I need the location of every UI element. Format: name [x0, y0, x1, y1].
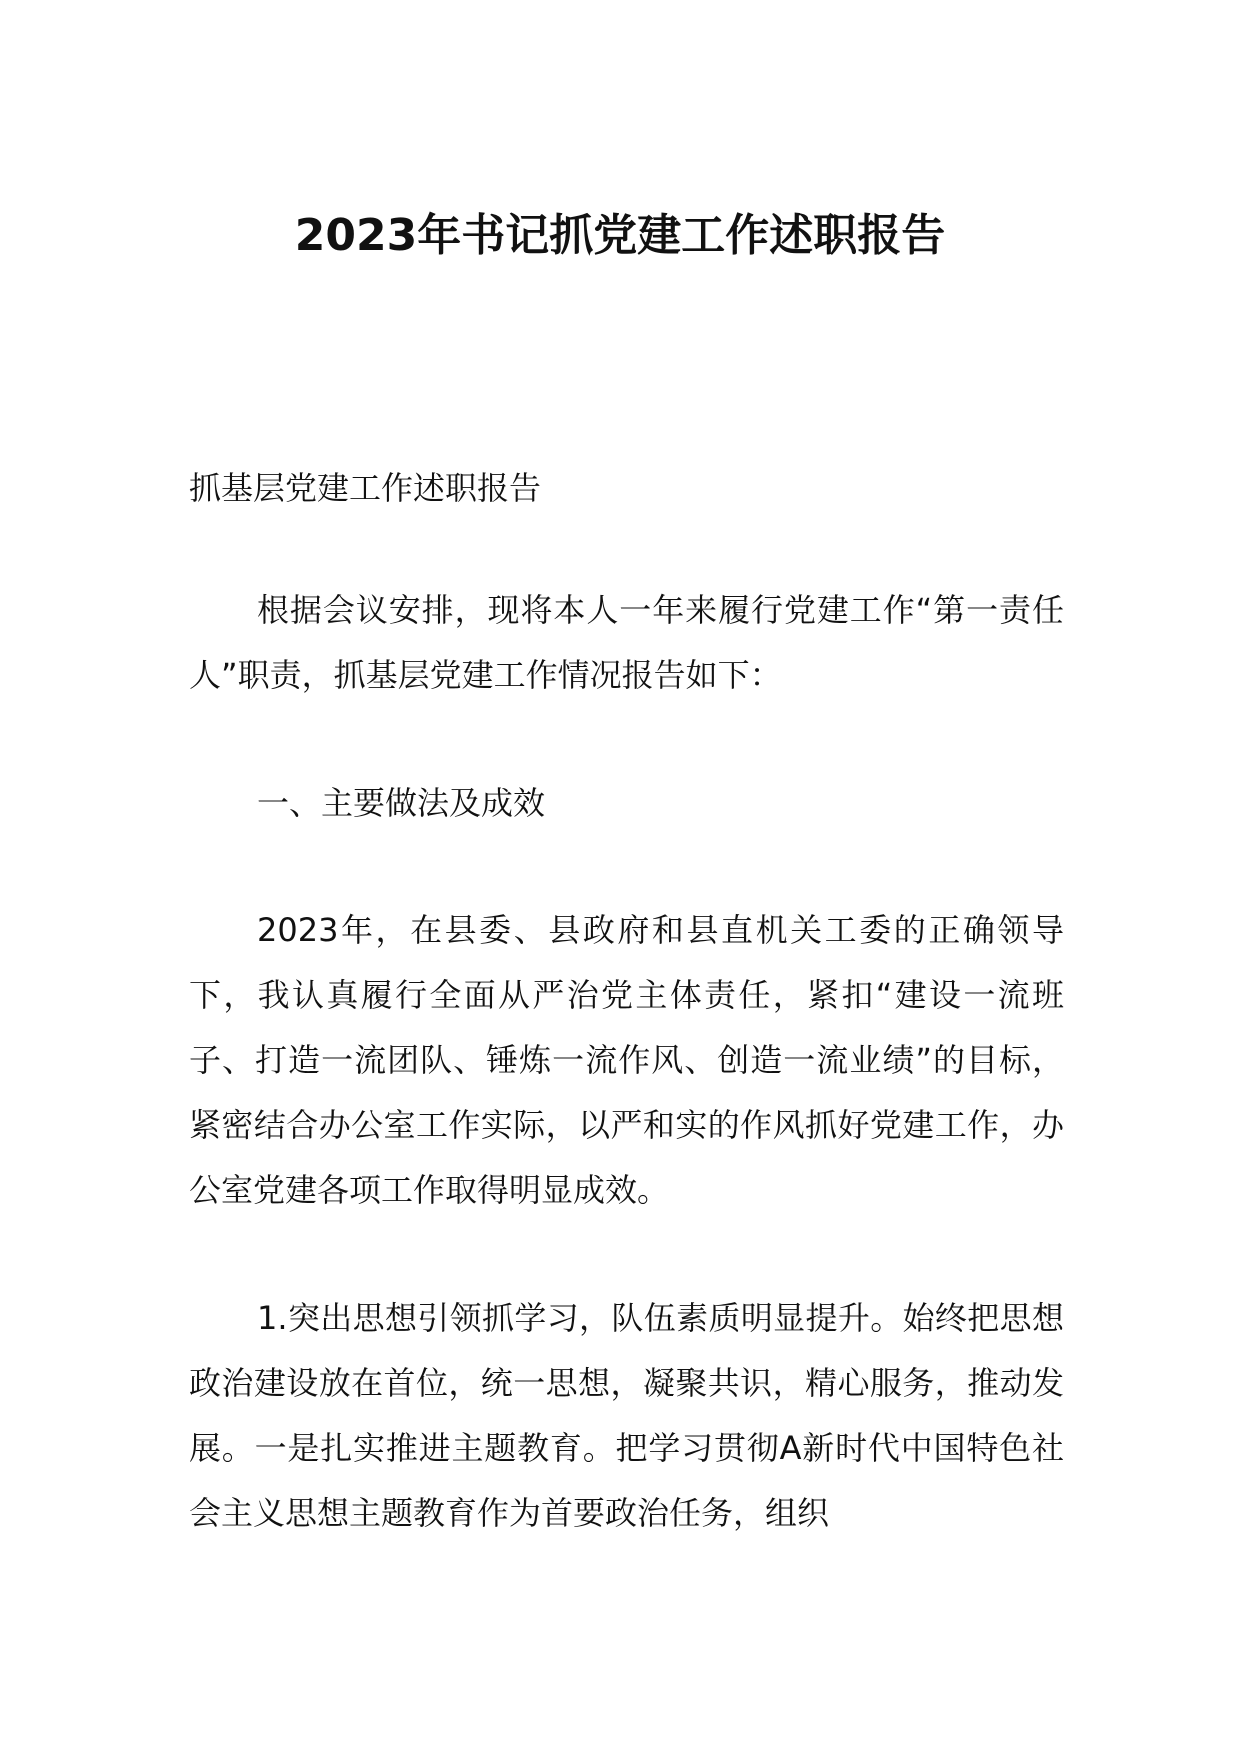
intro-paragraph: 根据会议安排，现将本人一年来履行党建工作“第一责任人”职责，抓基层党建工作情况报告如下： — [189, 591, 1064, 694]
overview-paragraph: 2023年，在县委、县政府和县直机关工委的正确领导下，我认真履行全面从严治党主体责任，紧扣“建设一流班子、打造一流团队、锤炼一流作风、创造一流业绩”的目标，紧密结合办公室工作实际，以严和实的作风抓好党建工作，办公室党建各项工作取得明显成效。 — [189, 911, 1064, 1209]
item1-paragraph: 1.突出思想引领抓学习，队伍素质明显提升。始终把思想政治建设放在首位，统一思想，凝聚共识，精心服务，推动发展。一是扎实推进主题教育。把学习贯彻A新时代中国特色社会主义思想主题教育作为首要政治任务，组织 — [189, 1299, 1064, 1532]
section-heading: 一、主要做法及成效 — [257, 784, 546, 822]
document-title: 2023年书记抓党建工作述职报告 — [294, 210, 946, 261]
document-subtitle: 抓基层党建工作述职报告 — [189, 469, 542, 507]
